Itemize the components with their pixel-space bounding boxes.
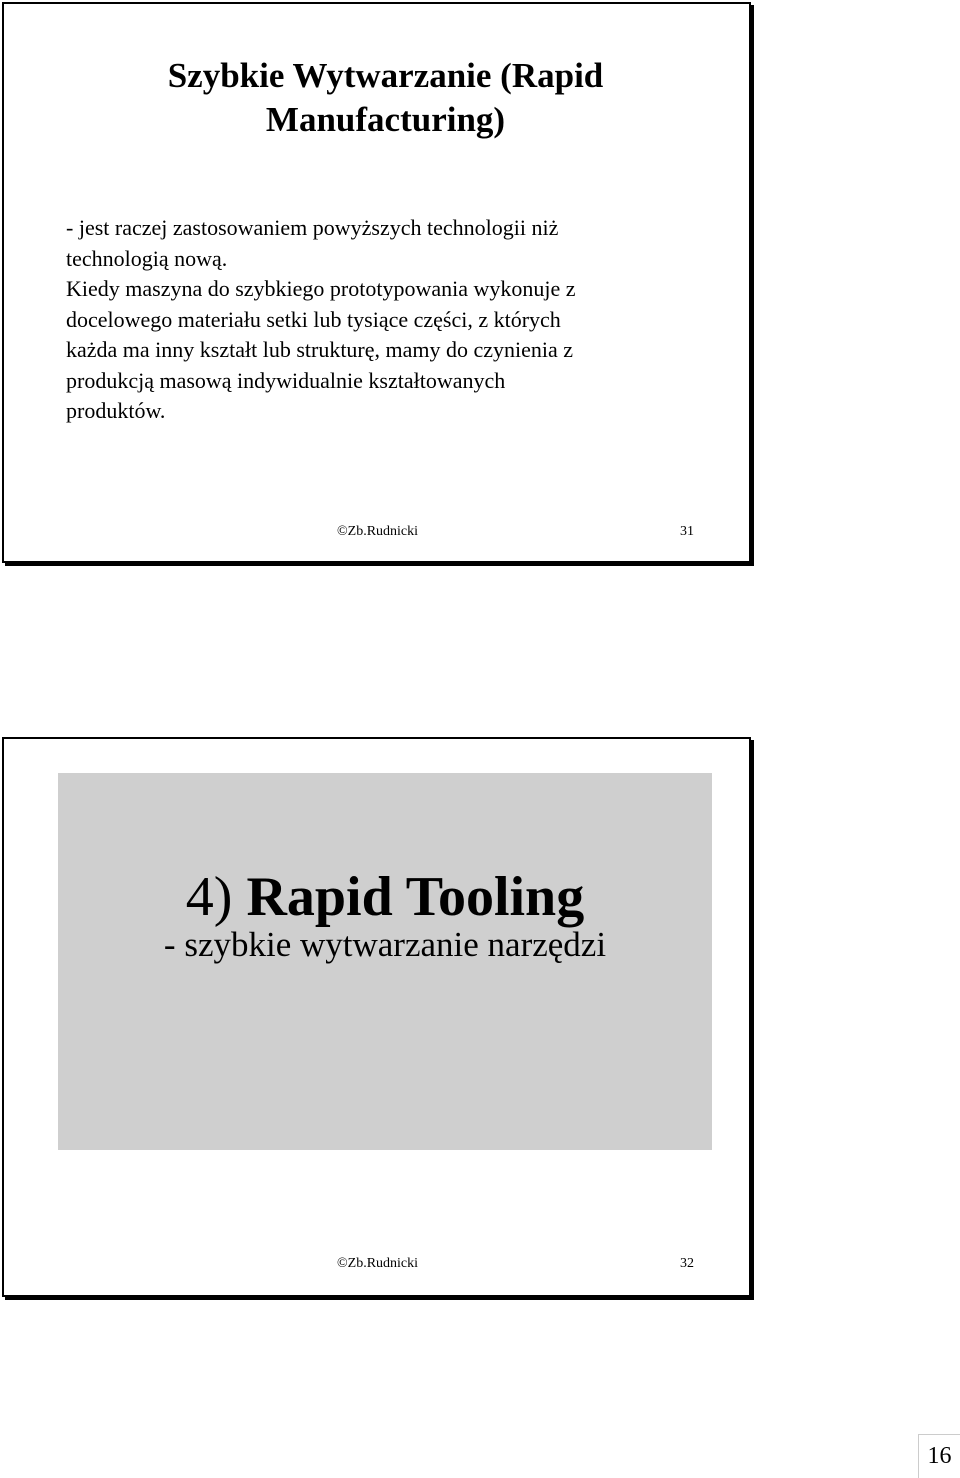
slide-title-line-2: Manufacturing) <box>265 100 506 139</box>
footer-author: ©Zb.Rudnicki <box>337 1256 419 1271</box>
footer-author: ©Zb.Rudnicki <box>337 524 419 539</box>
slide-number: 31 <box>680 524 694 539</box>
text-line: technologią nową. <box>66 245 228 271</box>
text-line: Kiedy maszyna do szybkiego prototypowania wykonuje z <box>66 276 576 301</box>
text-line: produktów. <box>66 398 166 423</box>
paragraph-1 <box>66 213 706 274</box>
section-title <box>58 865 712 929</box>
section-subtitle: - szybkie wytwarzanie narzędzi <box>163 925 607 964</box>
slide-title <box>4 54 767 142</box>
text-line: docelowego materiału setki lub tysiące części, z których <box>66 306 561 332</box>
slide-32 <box>2 737 751 1297</box>
slide-title-line-1: Szybkie Wytwarzanie (Rapid <box>167 56 604 95</box>
slide-number: 32 <box>680 1256 694 1271</box>
slide-body <box>66 213 706 427</box>
text-line: każda ma inny kształt lub strukturę, mamy do czynienia z <box>66 337 574 362</box>
section-number: 4) <box>185 866 247 928</box>
section-title-box <box>58 773 712 1150</box>
paragraph-2 <box>66 274 706 427</box>
slide-31 <box>2 2 751 563</box>
text-line: produkcją masową indywidualnie kształtowanych <box>66 367 506 393</box>
page-number: 16 <box>918 1434 960 1478</box>
text-line: - jest raczej zastosowaniem powyższych technologii niż <box>66 215 559 240</box>
section-title-main: Rapid Tooling <box>246 866 585 928</box>
